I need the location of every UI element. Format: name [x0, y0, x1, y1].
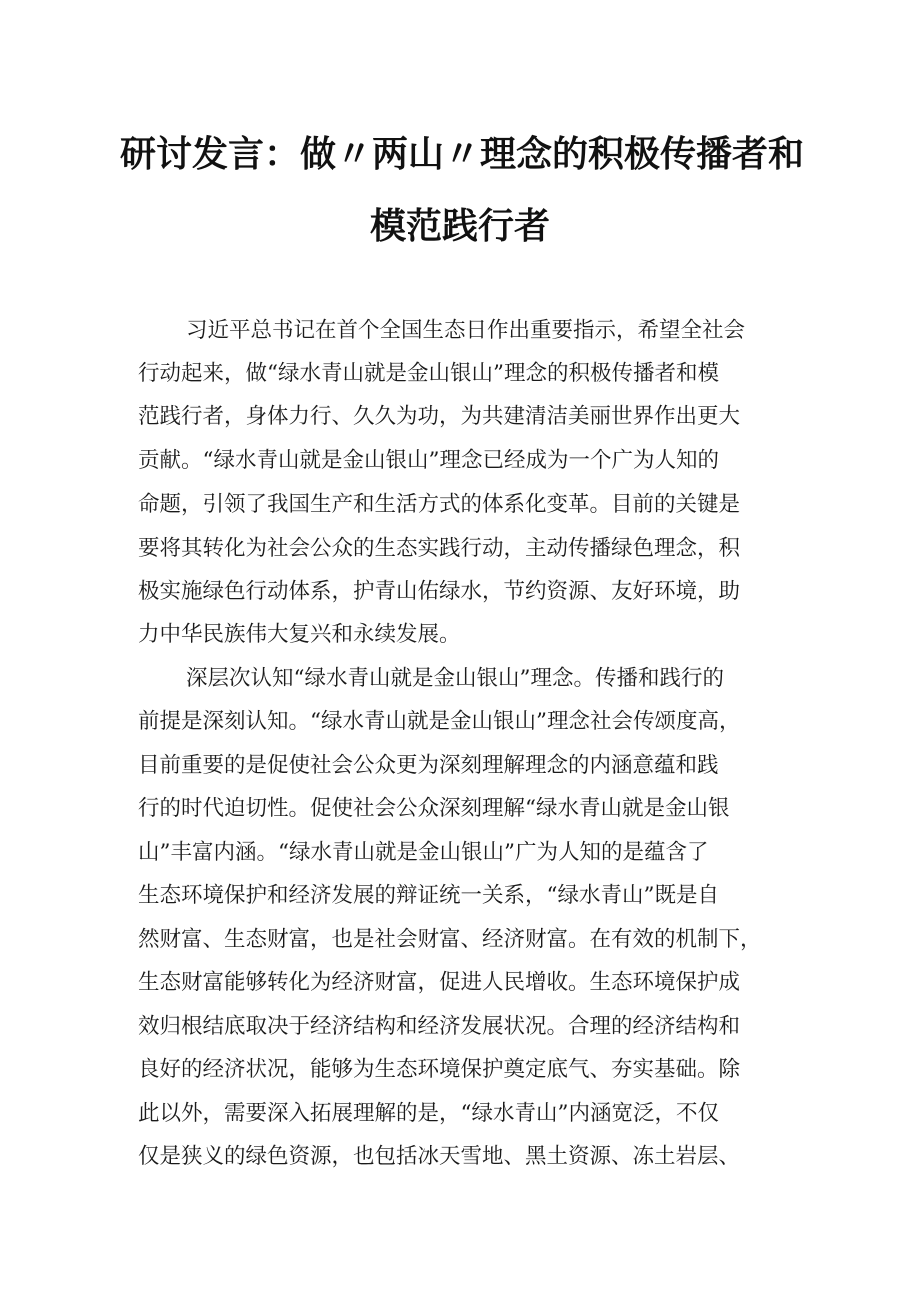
- body-line: 生态财富能够转化为经济财富，促进人民增收。生态环境保护成: [138, 970, 741, 995]
- body-line: 前提是深刻认知。“绿水青山就是金山银山”理念社会传颂度高，: [138, 709, 741, 734]
- body-line: 良好的经济状况，能够为生态环境保护奠定底气、夯实基础。除: [138, 1057, 741, 1082]
- body-line: 效归根结底取决于经济结构和经济发展状况。合理的经济结构和: [138, 1014, 741, 1039]
- body-line: 力中华民族伟大复兴和永续发展。: [138, 622, 461, 647]
- body-line: 生态环境保护和经济发展的辩证统一关系，“绿水青山”既是自: [138, 883, 719, 908]
- body-line: 此以外，需要深入拓展理解的是，“绿水青山”内涵宽泛，不仅: [138, 1101, 719, 1126]
- body-line: 仅是狭义的绿色资源，也包括冰天雪地、黑土资源、冻土岩层、: [138, 1144, 741, 1169]
- body-line: 极实施绿色行动体系，护青山佑绿水，节约资源、友好环境，助: [138, 579, 741, 604]
- body-line: 深层次认知“绿水青山就是金山银山”理念。传播和践行的: [186, 666, 724, 691]
- body-line: 要将其转化为社会公众的生态实践行动，主动传播绿色理念，积: [138, 536, 741, 561]
- document-title-line-2: 模范践行者: [369, 206, 550, 247]
- body-line: 行动起来，做“绿水青山就是金山银山”理念的积极传播者和模: [138, 361, 719, 386]
- body-line: 命题，引领了我国生产和生活方式的体系化变革。目前的关键是: [138, 492, 741, 517]
- body-line: 然财富、生态财富，也是社会财富、经济财富。在有效的机制下，: [138, 927, 762, 952]
- body-line: 山”丰富内涵。“绿水青山就是金山银山”广为人知的是蕴含了: [138, 840, 709, 865]
- body-line: 目前重要的是促使社会公众更为深刻理解理念的内涵意蕴和践: [138, 753, 719, 778]
- body-line: 行的时代迫切性。促使社会公众深刻理解“绿水青山就是金山银: [138, 796, 730, 821]
- document-title-line-1: 研讨发言：做〃两山〃理念的积极传播者和: [120, 134, 805, 175]
- body-line: 贡献。“绿水青山就是金山银山”理念已经成为一个广为人知的: [138, 448, 719, 473]
- body-line: 范践行者，身体力行、久久为功，为共建清洁美丽世界作出更大: [138, 404, 741, 429]
- body-line: 习近平总书记在首个全国生态日作出重要指示，希望全社会: [186, 318, 746, 343]
